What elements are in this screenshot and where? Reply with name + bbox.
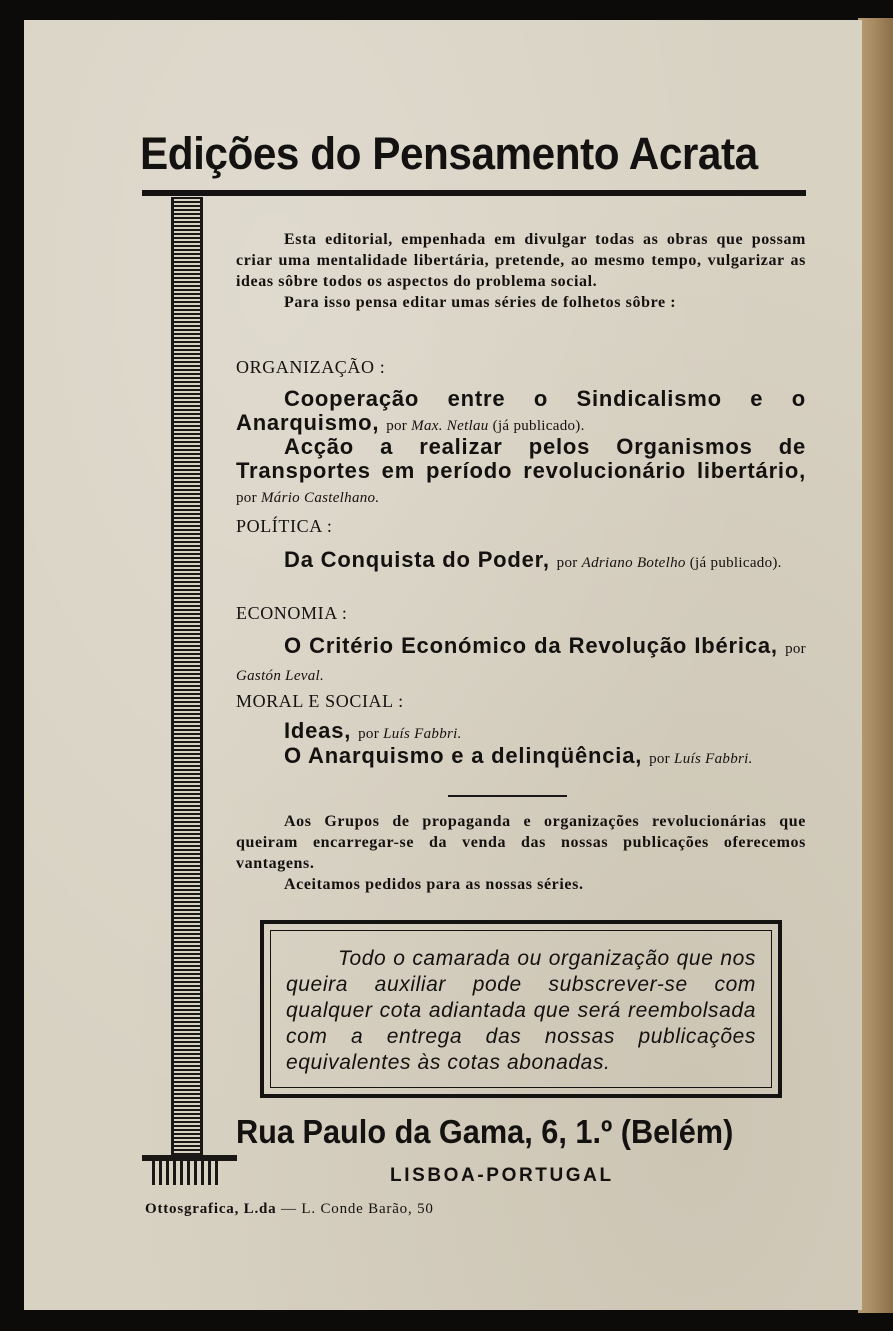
entry-author: Luís Fabbri.: [674, 751, 753, 767]
section-label-moral: MORAL E SOCIAL :: [236, 691, 404, 711]
entry-economia-1: [236, 634, 806, 688]
section-label-politica: POLÍTICA :: [236, 516, 333, 536]
publisher-city: LISBOA-PORTUGAL: [390, 1165, 614, 1186]
entry-author: Gastón Leval.: [236, 668, 325, 684]
entry-moral-1: [236, 719, 806, 746]
notice-box: [260, 920, 782, 1098]
entry-author: Luís Fabbri.: [383, 726, 462, 742]
section-label-economia: ECONOMIA :: [236, 603, 348, 623]
entry-title: Ideas,: [284, 718, 352, 743]
entry-by: por: [556, 555, 578, 571]
entry-note: (já publicado).: [492, 418, 585, 434]
offer-block: [236, 811, 806, 895]
entry-by: por: [236, 490, 257, 506]
book-spine-edge: [858, 18, 893, 1313]
entry-politica-1: [236, 548, 806, 575]
printer-name: Ottosgrafica, L.da: [145, 1201, 277, 1217]
entry-title: O Anarquismo e a delinqüência,: [284, 743, 643, 768]
entry-organizacao-2: [236, 435, 806, 510]
entry-author: Max. Netlau: [411, 418, 489, 434]
rail-base-teeth: [152, 1161, 222, 1185]
section-label-organizacao: ORGANIZAÇÃO :: [236, 357, 386, 377]
entry-by: por: [785, 641, 806, 657]
decorative-rail-base: [142, 1155, 237, 1185]
entry-by: por: [649, 751, 670, 767]
entry-author: Adriano Botelho: [581, 555, 686, 571]
decorative-rail-ornament: [171, 197, 203, 1157]
offer-paragraph-1: Aos Grupos de propaganda e organizações revolucionárias que queiram encarregar-se da venda das nossas publicações oferecemos vantagens.: [236, 813, 806, 872]
entry-note: (já publicado).: [689, 555, 782, 571]
publisher-address: Rua Paulo da Gama, 6, 1.º (Belém): [236, 1113, 734, 1150]
printer-address: — L. Conde Barão, 50: [281, 1201, 434, 1217]
title-rule: [142, 190, 806, 196]
page-title: Edições do Pensamento Acrata: [140, 128, 758, 179]
intro-paragraph-1: Esta editorial, empenhada em divulgar todas as obras que possam criar uma mentalidade libertária, pretende, ao mesmo tempo, vulgarizar as ideas sôbre todos os aspectos do problema social.: [236, 231, 806, 290]
entry-moral-2: [236, 744, 806, 771]
entry-by: por: [358, 726, 379, 742]
notice-text-content: Todo o camarada ou organização que nos queira auxiliar pode subscrever-se com qualquer cota adiantada que será reembolsada com a entrega das nossas publicações equivalentes às cotas abonadas.: [286, 947, 756, 1074]
entry-author: Mário Castelhano.: [260, 490, 380, 506]
notice-text: [286, 946, 756, 1076]
entry-title: O Critério Económico da Revolução Ibérica,: [284, 633, 778, 658]
entry-by: por: [386, 418, 408, 434]
intro-paragraph-2: Para isso pensa editar umas séries de folhetos sôbre :: [284, 294, 677, 311]
entry-title: Cooperação entre o Sindicalismo e o Anarquismo,: [236, 386, 806, 435]
entry-title: Da Conquista do Poder,: [284, 547, 550, 572]
entry-title: Acção a realizar pelos Organismos de Transportes em período revolucionário libertário,: [236, 434, 806, 483]
entry-organizacao-1: [236, 387, 806, 438]
intro-block: [236, 229, 806, 313]
section-divider: [448, 795, 567, 797]
offer-paragraph-2: Aceitamos pedidos para as nossas séries.: [284, 876, 584, 893]
printer-imprint: [145, 1201, 434, 1218]
